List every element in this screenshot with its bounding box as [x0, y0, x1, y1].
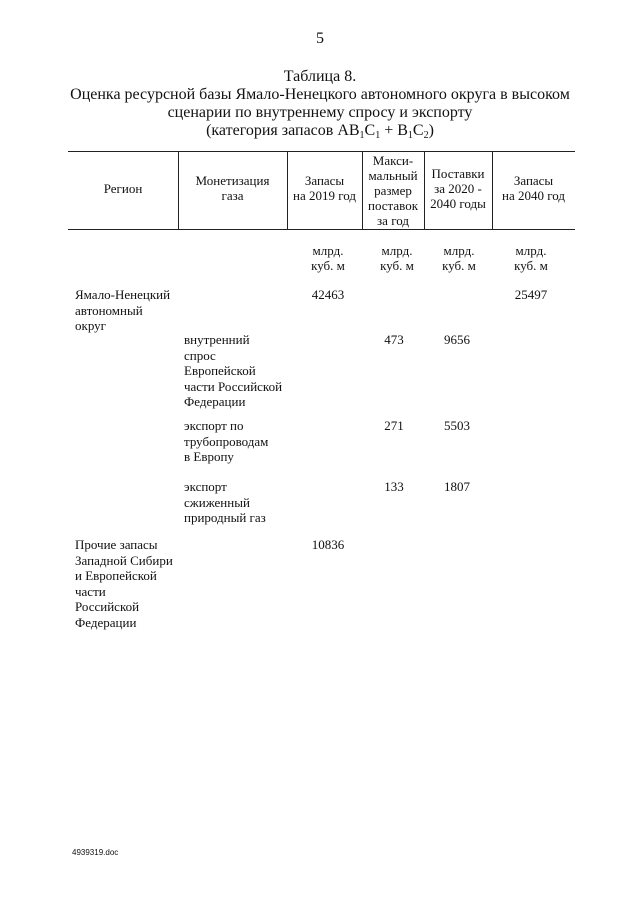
region-line: автономный: [75, 302, 143, 318]
region-line: округ: [75, 318, 106, 333]
category-sub: 1: [375, 130, 381, 141]
document-filename: 4939319.doc: [72, 848, 119, 857]
value-supply-2020-2040: 5503: [444, 418, 470, 433]
region-line: и Европейской: [75, 568, 157, 583]
table-title-line-2: сценарии по внутреннему спросу и экспорту: [167, 104, 473, 121]
monetization-line: трубопроводам: [184, 433, 269, 449]
header-line: на 2040 год: [502, 188, 565, 203]
table-row-monetization: [184, 418, 268, 465]
value-supply-2020-2040: 1807: [444, 479, 470, 494]
header-line: Монетизация: [195, 173, 270, 188]
table-caption: Таблица 8.: [283, 68, 357, 85]
monetization-line: экспорт по: [184, 418, 244, 433]
header-line: на 2019 год: [293, 188, 356, 203]
value-reserves-2019: 42463: [311, 287, 345, 302]
table-header-rule: [68, 229, 575, 230]
monetization-line: экспорт: [184, 479, 227, 494]
monetization-line: спрос: [184, 347, 216, 363]
header-line: за 2020 -: [434, 181, 482, 196]
header-line: Поставки: [431, 166, 485, 181]
value-reserves-2040: 25497: [514, 287, 548, 302]
monetization-line: сжиженный: [184, 494, 250, 510]
value-reserves-2019: 10836: [311, 537, 345, 552]
table-title-line-1: Оценка ресурсной базы Ямало-Ненецкого автономного округа в высоком: [70, 86, 570, 103]
region-line: Прочие запасы: [75, 537, 158, 552]
unit-line: куб. м: [442, 258, 476, 273]
table-row-region: [75, 287, 170, 334]
unit-reserves-2040: [496, 243, 566, 273]
monetization-line: природный газ: [184, 510, 266, 525]
region-line: части: [75, 583, 106, 599]
header-line: Запасы: [513, 173, 554, 188]
header-reserves-2019: [287, 173, 362, 203]
unit-line: млрд.: [381, 243, 413, 258]
table-top-rule: [68, 151, 575, 152]
unit-max-supply: [366, 243, 428, 273]
header-supply-2020-2040: [424, 166, 492, 211]
category-sub: 2: [423, 130, 429, 141]
header-reserves-2040: [492, 173, 575, 203]
monetization-line: Европейской: [184, 363, 256, 378]
table-title-line-3: [60, 122, 580, 140]
header-line: поставок: [367, 198, 419, 213]
unit-line: млрд.: [312, 243, 344, 258]
header-line: мальный: [368, 168, 418, 183]
monetization-line: Федерации: [184, 394, 246, 409]
unit-line: куб. м: [514, 258, 548, 273]
unit-line: куб. м: [380, 258, 414, 273]
region-line: Западной Сибири: [75, 552, 173, 568]
category-text: С: [412, 122, 424, 139]
region-line: Федерации: [75, 614, 137, 630]
header-line: размер: [374, 183, 412, 198]
region-line: Ямало-Ненецкий: [75, 287, 171, 302]
table-row-monetization: [184, 479, 266, 526]
category-text: + В: [380, 122, 408, 139]
page-number: 5: [316, 30, 324, 47]
monetization-line: внутренний: [184, 332, 250, 347]
category-text: С: [364, 122, 376, 139]
header-line: за год: [377, 213, 409, 228]
monetization-line: части Российской: [184, 378, 283, 394]
table-row-region: [75, 537, 173, 630]
header-monetization: [178, 173, 287, 203]
category-prefix: (категория запасов АВ: [206, 122, 360, 139]
unit-line: млрд.: [515, 243, 547, 258]
category-sub: 1: [407, 130, 413, 141]
header-line: Макси-: [372, 153, 414, 168]
region-line: Российской: [75, 599, 140, 614]
header-line: Запасы: [304, 173, 345, 188]
monetization-line: в Европу: [184, 449, 234, 464]
header-region: Регион: [103, 181, 143, 196]
unit-line: куб. м: [311, 258, 345, 273]
header-max-supply: [362, 153, 424, 228]
header-line: 2040 годы: [430, 196, 486, 211]
value-max-supply: 473: [384, 332, 404, 347]
category-sub: 1: [359, 130, 365, 141]
category-suffix: ): [428, 122, 434, 139]
unit-reserves-2019: [294, 243, 362, 273]
value-max-supply: 133: [384, 479, 404, 494]
table-row-monetization: [184, 332, 282, 410]
value-supply-2020-2040: 9656: [444, 332, 470, 347]
unit-supply-2020-2040: [426, 243, 492, 273]
unit-line: млрд.: [443, 243, 475, 258]
header-line: газа: [221, 188, 244, 203]
value-max-supply: 271: [384, 418, 404, 433]
